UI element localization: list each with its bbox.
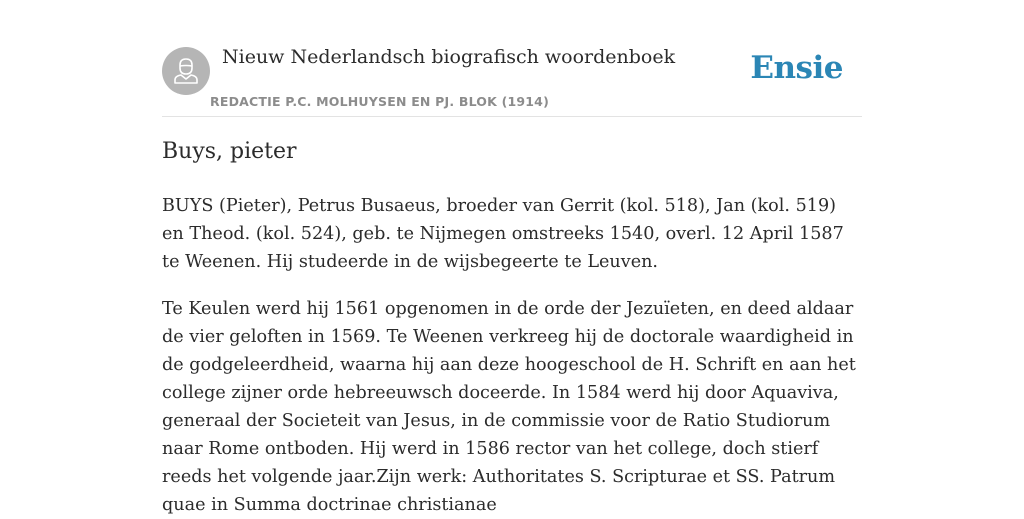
entry-paragraph: BUYS (Pieter), Petrus Busaeus, broeder van Gerrit (kol. 518), Jan (kol. 519) en Theod. (kol. 524), geb. te Nijmegen omstreeks 1540, overl. 12 April 1587 te Weenen. Hij studeerde in de wijsbegeerte te Leuven. — [162, 196, 844, 272]
page-header — [162, 0, 862, 117]
entry-paragraph: Te Keulen werd hij 1561 opgenomen in de orde der Jezuïeten, en deed aldaar de vier geloften in 1569. Te Weenen verkreeg hij de doctorale waardigheid in de godgeleerdheid, waarna hij aan deze hoogeschool de H. Schrift en aan het college zijner orde hebreeuwsch doceerde. In 1584 werd hij door Aquaviva, generaal der Societeit van Jesus, in de commissie voor de Ratio Studiorum naar Rome ontboden. Hij werd in 1586 rector van het college, doch stierf reeds het volgende jaar.Zijn werk: Authoritates S. Scripturae et SS. Patrum quae in Summa doctrinae christianae — [162, 299, 856, 515]
book-title[interactable]: Nieuw Nederlandsch biografisch woordenboek — [222, 46, 676, 68]
page-container — [162, 0, 862, 515]
entry-title: Buys, pieter — [162, 139, 297, 164]
avatar[interactable] — [162, 47, 210, 95]
book-editors: REDACTIE P.C. MOLHUYSEN EN PJ. BLOK (1914) — [210, 94, 549, 109]
brand-logo[interactable]: Ensie — [750, 50, 843, 86]
user-icon — [172, 56, 200, 86]
